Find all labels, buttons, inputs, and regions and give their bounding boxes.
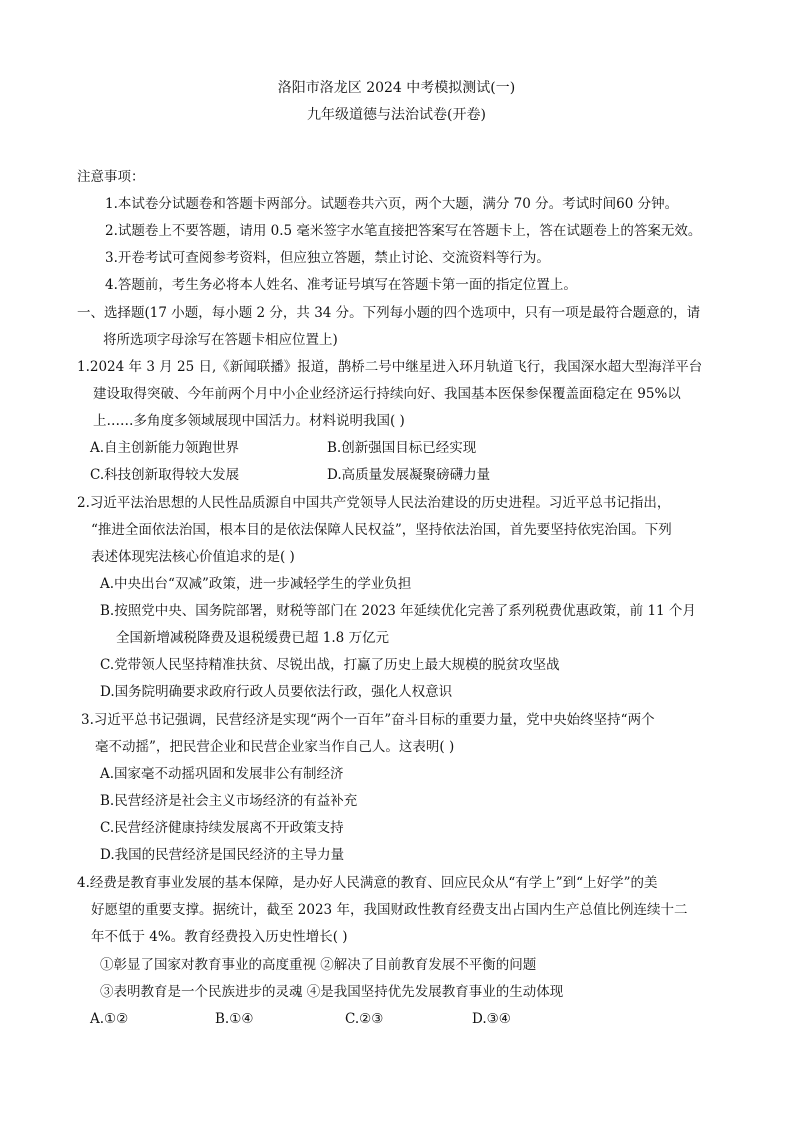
- question-1-option-c: C.科技创新取得较大发展: [90, 467, 240, 483]
- notice-item: 2.试题卷上不要答题，请用 0.5 毫米签字水笔直接把答案写在答题卡上，答在试题卷上的答案无效。: [105, 223, 702, 239]
- question-4-option-a: A.①②: [90, 1011, 129, 1027]
- question-3-option-c: C.民营经济健康持续发展离不开政策支持: [100, 820, 344, 836]
- question-2-option-a: A.中央出台“双减”政策，进一步减轻学生的学业负担: [100, 576, 412, 592]
- question-4-statements: ①彰显了国家对教育事业的高度重视 ②解决了目前教育发展不平衡的问题: [100, 957, 537, 973]
- question-1-text: 建设取得突破、今年前两个月中小企业经济运行持续向好、我国基本医保参保覆盖面稳定在 95%以: [93, 386, 681, 402]
- notice-heading: 注意事项：: [77, 169, 145, 185]
- question-1-text: 上……多角度多领域展现中国活力。材料说明我国( ): [93, 413, 405, 429]
- question-4-text: 年不低于 4%。教育经费投入历史性增长( ): [91, 929, 348, 945]
- question-2-option-c: C.党带领人民坚持精准扶贫、尽锐出战，打赢了历史上最大规模的脱贫攻坚战: [100, 657, 560, 673]
- section-heading-cont: 将所选项字母涂写在答题卡相应位置上): [103, 332, 338, 348]
- question-2-option-d: D.国务院明确要求政府行政人员要依法行政，强化人权意识: [100, 684, 453, 700]
- exam-title: 洛阳市洛龙区 2024 中考模拟测试(一): [277, 80, 516, 96]
- notice-item: 4.答题前，考生务必将本人姓名、准考证号填写在答题卡第一面的指定位置上。: [105, 277, 577, 293]
- question-4-option-d: D.③④: [472, 1011, 511, 1027]
- question-1-options-row: [0, 439, 793, 457]
- question-1-option-b: B.创新强国目标已经实现: [327, 440, 477, 456]
- question-4-option-b: B.①④: [215, 1011, 254, 1027]
- question-3-option-a: A.国家毫不动摇巩固和发展非公有制经济: [100, 766, 344, 782]
- question-3-option-d: D.我国的民营经济是国民经济的主导力量: [100, 847, 345, 863]
- question-4-statements: ③表明教育是一个民族进步的灵魂 ④是我国坚持优先发展教育事业的生动体现: [100, 984, 564, 1000]
- question-1-options-row: [0, 466, 793, 484]
- question-4-options-row: [0, 1010, 793, 1028]
- question-1-option-a: A.自主创新能力领跑世界: [90, 440, 240, 456]
- question-2-text: 表述体现宪法核心价值追求的是( ): [91, 549, 295, 565]
- question-3-option-b: B.民营经济是社会主义市场经济的有益补充: [100, 793, 358, 809]
- question-1-text: 1.2024 年 3 月 25 日,《新闻联播》报道，鹊桥二号中继星进入环月轨道飞行，我国深水超大型海洋平台: [77, 359, 703, 375]
- question-2-option-b-cont: 全国新增减税降费及退税缓费已超 1.8 万亿元: [116, 630, 390, 646]
- notice-item: 1.本试卷分试题卷和答题卡两部分。试题卷共六页，两个大题，满分 70 分。考试时间60 分钟。: [105, 196, 679, 212]
- question-3-text: 毫不动摇”，把民营企业和民营企业家当作自己人。这表明( ): [95, 739, 455, 755]
- question-4-option-c: C.②③: [345, 1011, 384, 1027]
- section-heading: 一、选择题(17 小题，每小题 2 分，共 34 分。下列每小题的四个选项中，只有一项是最符合题意的，请: [77, 305, 701, 321]
- exam-subtitle: 九年级道德与法治试卷(开卷): [307, 107, 486, 123]
- question-2-option-b: B.按照党中央、国务院部署，财税等部门在 2023 年延续优化完善了系列税费优惠政策，前 11 个月: [100, 603, 696, 619]
- notice-item: 3.开卷考试可查阅参考资料，但应独立答题，禁止讨论、交流资料等行为。: [105, 250, 550, 266]
- question-1-option-d: D.高质量发展凝聚磅礴力量: [327, 467, 491, 483]
- question-4-text: 4.经费是教育事业发展的基本保障，是办好人民满意的教育、回应民众从“有学上”到“上好学”的美: [77, 875, 658, 891]
- question-4-text: 好愿望的重要支撑。据统计，截至 2023 年，我国财政性教育经费支出占国内生产总值比例连续十二: [91, 902, 688, 918]
- question-3-text: 3.习近平总书记强调，民营经济是实现“两个一百年”奋斗目标的重要力量，党中央始终坚持“两个: [81, 712, 655, 728]
- question-2-text: 2.习近平法治思想的人民性品质源自中国共产党领导人民法治建设的历史进程。习近平总书记指出，: [77, 495, 671, 511]
- question-2-text: “推进全面依法治国，根本目的是依法保障人民权益”，坚持依法治国，首先要坚持依宪治国。下列: [91, 522, 672, 538]
